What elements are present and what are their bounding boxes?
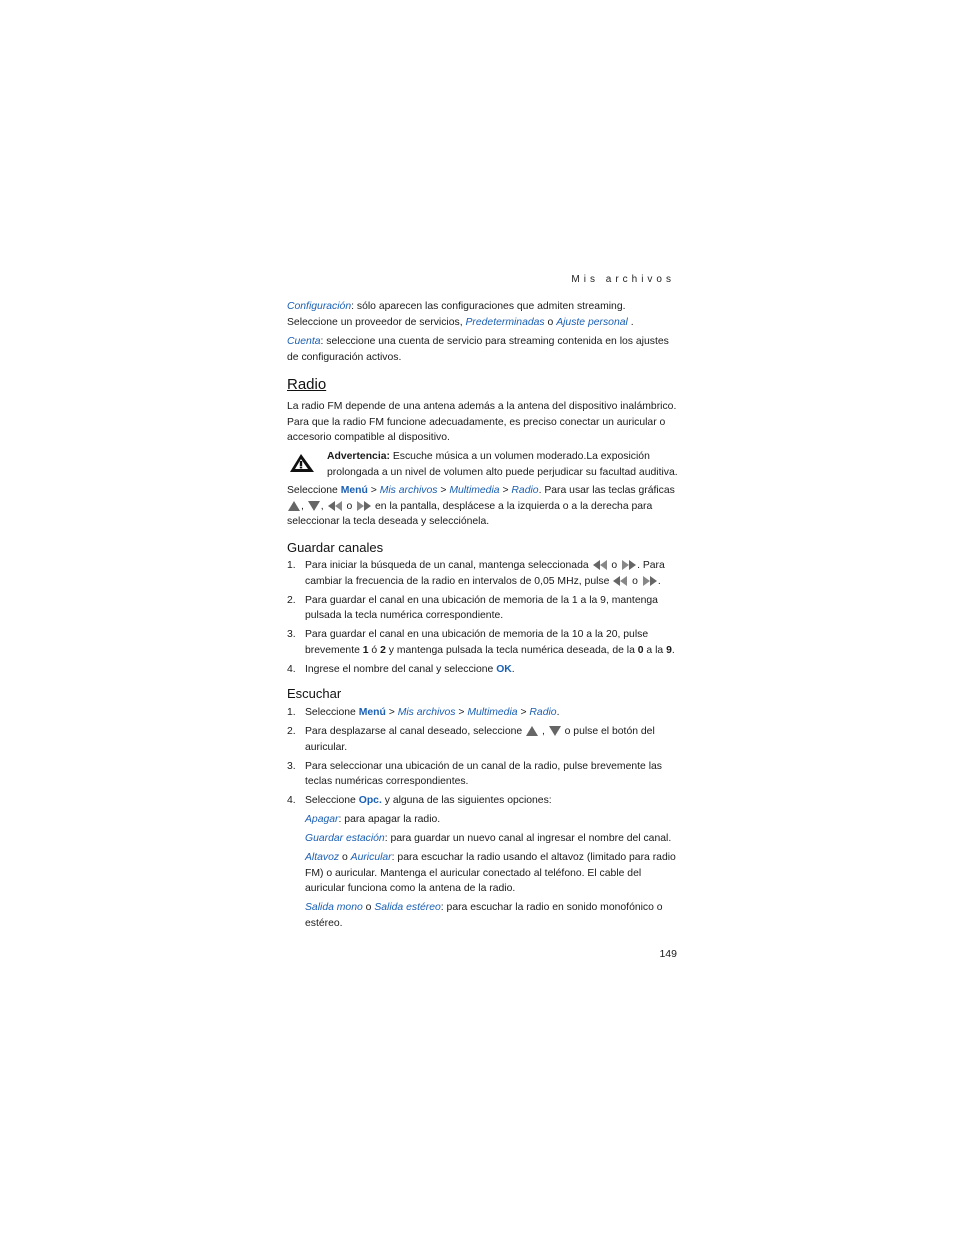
warning-triangle-icon [287, 452, 317, 474]
list-item: 2. Para guardar el canal en una ubicación de memoria de la 1 a la 9, mantenga pulsada la tecla numérica correspondiente. [287, 594, 658, 621]
radio-link[interactable]: Radio [511, 485, 539, 496]
up-arrow-icon [288, 501, 300, 511]
list-item: 4. Seleccione Opc. y alguna de las siguientes opciones: [287, 795, 552, 806]
speaker-link[interactable]: Altavoz [305, 852, 340, 863]
off-link[interactable]: Apagar [305, 814, 339, 825]
my-files-link[interactable]: Mis archivos [379, 485, 438, 496]
config-link[interactable]: Configuración [287, 301, 352, 312]
listen-heading: Escuchar [287, 686, 342, 701]
headset-link[interactable]: Auricular [350, 852, 392, 863]
mono-output-link[interactable]: Salida mono [305, 902, 363, 913]
list-item: 1. Para iniciar la búsqueda de un canal, mantenga seleccionada o . Para cambiar la frecuencia de la radio en intervalos de 0,05 MHz, pulse o . [287, 560, 665, 587]
option-output: Salida mono o Salida estéreo: para escuchar la radio en sonido monofónico o estéreo. [305, 902, 663, 929]
list-item: 3. Para seleccionar una ubicación de un canal de la radio, pulse brevemente las teclas numéricas correspondientes. [287, 760, 662, 787]
menu-link[interactable]: Menú [340, 485, 368, 496]
menu-link[interactable]: Menú [358, 707, 386, 718]
config-paragraph: Configuración: sólo aparecen las configuraciones que admiten streaming. Seleccione un proveedor de servicios, Predeterminadas o Ajuste personal . [287, 301, 634, 328]
radio-link[interactable]: Radio [529, 707, 557, 718]
listen-steps [287, 705, 679, 935]
multimedia-link[interactable]: Multimedia [467, 707, 518, 718]
down-arrow-icon [308, 501, 320, 511]
fast-forward-icon [642, 576, 657, 586]
options-link[interactable]: Opc. [358, 795, 382, 806]
option-speaker: Altavoz o Auricular: para escuchar la radio usando el altavoz (limitado para radio FM) o auricular. Mantenga el auricular conectado al teléfono. El cable del auricular funciona como la antena de la radio. [305, 852, 676, 894]
up-arrow-icon [526, 726, 538, 736]
radio-description: La radio FM depende de una antena además a la antena del dispositivo inalámbrico. Para que la radio FM funcione adecuadamente, es preciso conectar un auricular o accesorio compatible al dispositivo. [287, 401, 677, 443]
list-item: 4. Ingrese el nombre del canal y seleccione OK. [287, 663, 515, 675]
option-off: Apagar: para apagar la radio. [305, 814, 441, 825]
fast-forward-icon [356, 501, 371, 511]
list-item: 2. Para desplazarse al canal deseado, seleccione , o pulse el botón del auricular. [287, 726, 655, 753]
list-item: 3. Para guardar el canal en una ubicación de memoria de la 10 a la 20, pulse brevemente 1 ó 2 y mantenga pulsada la tecla numérica deseada, de la 0 a la 9. [287, 629, 675, 656]
fast-forward-icon [621, 560, 636, 570]
radio-heading: Radio [287, 376, 327, 393]
custom-link[interactable]: Ajuste personal [556, 316, 628, 328]
option-save-station: Guardar estación: para guardar un nuevo canal al ingresar el nombre del canal. [305, 833, 672, 844]
warning-text: Advertencia: Escuche música a un volumen moderado.La exposición prolongada a un nivel de volumen alto puede perjudicar su facultad auditiva. [327, 451, 678, 478]
rewind-icon [613, 576, 628, 586]
stereo-output-link[interactable]: Salida estéreo [374, 902, 441, 913]
warning-label: Advertencia: [327, 451, 390, 462]
down-arrow-icon [549, 726, 561, 736]
page-number: 149 [659, 948, 677, 960]
default-link[interactable]: Predeterminadas [465, 316, 545, 328]
save-station-link[interactable]: Guardar estación [305, 833, 385, 844]
save-channels-steps [287, 558, 679, 681]
save-channels-heading: Guardar canales [287, 540, 384, 555]
ok-link[interactable]: OK [496, 663, 512, 675]
radio-select-paragraph: Seleccione Menú > Mis archivos > Multimedia > Radio. Para usar las teclas gráficas , , o en la pantalla, desplácese a la izquierda o a la derecha para seleccionar la tecla deseada y selecciónela. [287, 485, 675, 527]
running-header: Mis archivos [571, 274, 675, 285]
my-files-link[interactable]: Mis archivos [397, 707, 456, 718]
account-paragraph: Cuenta: seleccione una cuenta de servicio para streaming contenida en los ajustes de configuración activos. [287, 336, 669, 363]
rewind-icon [593, 560, 608, 570]
account-link[interactable]: Cuenta [287, 336, 321, 347]
multimedia-link[interactable]: Multimedia [449, 485, 500, 496]
list-item: 1. Seleccione Menú > Mis archivos > Multimedia > Radio. [287, 707, 560, 718]
rewind-icon [328, 501, 343, 511]
